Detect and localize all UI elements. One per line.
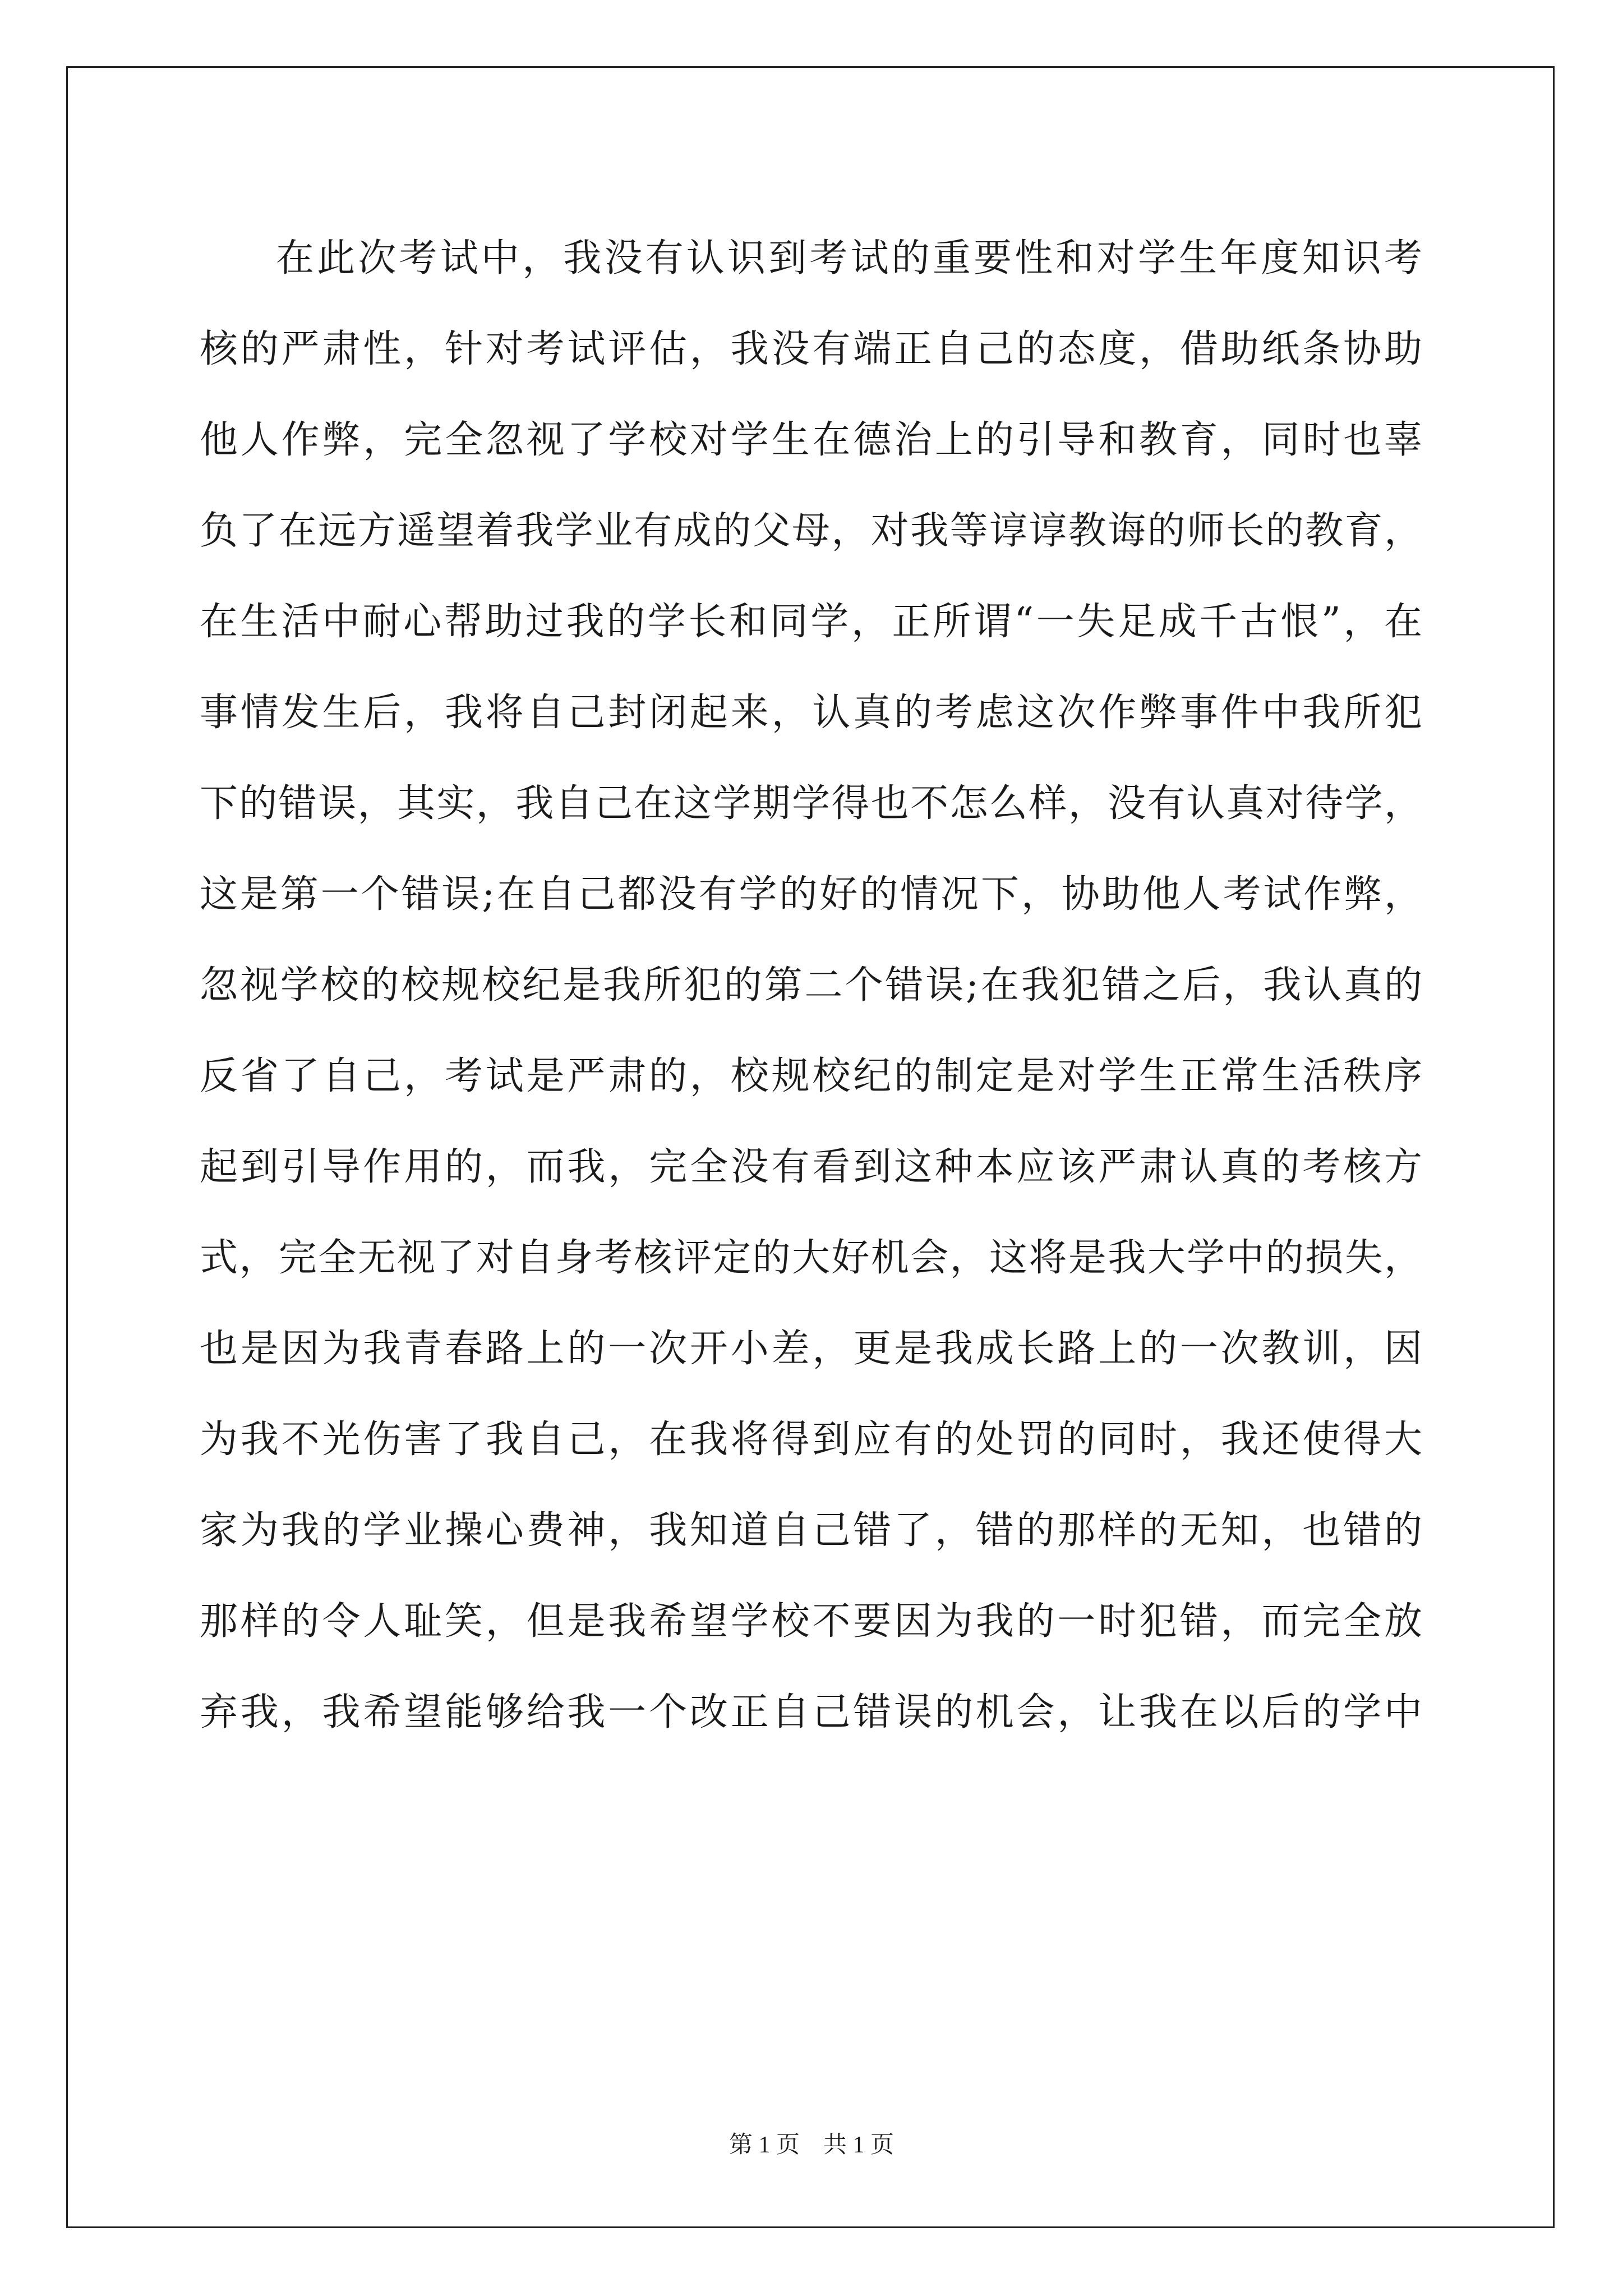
text-line: 为我不光伤害了我自己，在我将得到应有的处罚的同时，我还使得大	[200, 1418, 1422, 1462]
text-line: 家为我的学业操心费神，我知道自己错了，错的那样的无知，也错的	[200, 1508, 1422, 1553]
text-line: 核的严肃性，针对考试评估，我没有端正自己的态度，借助纸条协助	[200, 327, 1422, 371]
text-line: 事情发生后，我将自己封闭起来，认真的考虑这次作弊事件中我所犯	[200, 691, 1422, 735]
text-line: 也是因为我青春路上的一次开小差，更是我成长路上的一次教训，因	[200, 1327, 1422, 1371]
text-line: 式，完全无视了对自身考核评定的大好机会，这将是我大学中的损失，	[200, 1236, 1422, 1280]
text-line: 在此次考试中，我没有认识到考试的重要性和对学生年度知识考	[276, 236, 1422, 280]
text-line: 负了在远方遥望着我学业有成的父母，对我等谆谆教诲的师长的教育，	[200, 509, 1422, 553]
text-line: 在生活中耐心帮助过我的学长和同学，正所谓“一失足成千古恨”，在	[200, 600, 1422, 644]
page-total: 共 1 页	[823, 2132, 895, 2158]
text-line: 他人作弊，完全忽视了学校对学生在德治上的引导和教育，同时也辜	[200, 418, 1422, 462]
text-line: 反省了自己，考试是严肃的，校规校纪的制定是对学生正常生活秩序	[200, 1054, 1422, 1098]
page-number: 第 1 页	[728, 2132, 800, 2158]
text-line: 弃我，我希望能够给我一个改正自己错误的机会，让我在以后的学中	[200, 1690, 1422, 1734]
document-body	[200, 213, 1422, 1758]
text-line: 那样的令人耻笑，但是我希望学校不要因为我的一时犯错，而完全放	[200, 1599, 1422, 1644]
text-line: 下的错误，其实，我自己在这学期学得也不怎么样，没有认真对待学，	[200, 781, 1422, 826]
text-line: 忽视学校的校规校纪是我所犯的第二个错误;在我犯错之后，我认真的	[200, 963, 1422, 1007]
page-footer	[0, 2126, 1623, 2160]
text-line: 起到引导作用的，而我，完全没有看到这种本应该严肃认真的考核方	[200, 1145, 1422, 1189]
text-line: 这是第一个错误;在自己都没有学的好的情况下，协助他人考试作弊，	[200, 872, 1422, 917]
